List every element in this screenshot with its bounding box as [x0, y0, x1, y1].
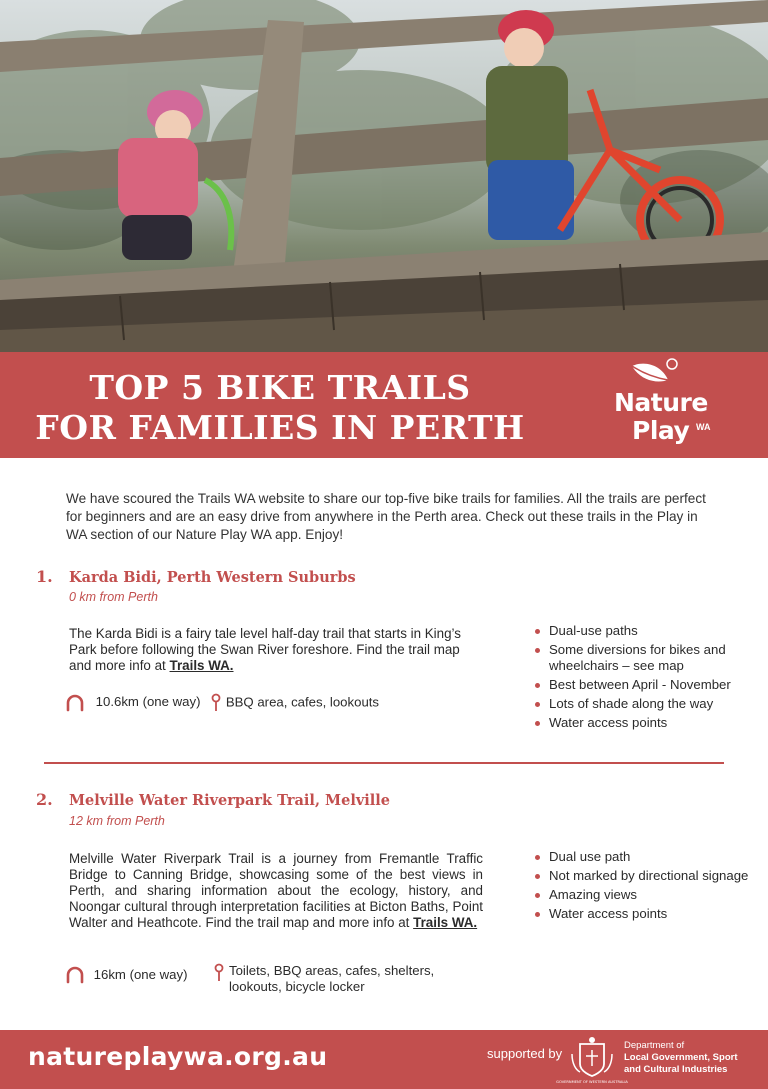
trail-1-description-text: The Karda Bidi is a fairy tale level half-day trail that starts in King’s Park before following the Swan River foreshore. Find the trail map and more info at — [69, 626, 461, 673]
trail-1-feature: Dual-use paths — [535, 623, 760, 639]
hero-photo — [0, 0, 768, 352]
trail-loop-icon — [64, 693, 86, 713]
department-name — [624, 1040, 764, 1076]
intro-text: We have scoured the Trails WA website to share our top-five bike trails for families. All the trails are perfect for beginners and are an easy drive from anywhere in the Perth area. Check out these trails in the Play in WA section of our Nature Play WA app. Enjoy! — [66, 491, 706, 542]
wa-government-crest-icon — [556, 1034, 628, 1086]
trail-1-trails-wa-link[interactable]: Trails WA. — [169, 658, 234, 673]
trail-2-facilities-block — [213, 963, 463, 995]
trail-1-distance: 0 km from Perth — [69, 590, 158, 604]
trail-2-features — [535, 849, 760, 925]
dept-line: and Cultural Industries — [624, 1064, 728, 1075]
crest-caption: GOVERNMENT OF WESTERN AUSTRALIA — [556, 1080, 628, 1084]
trail-2-distance: 12 km from Perth — [69, 814, 165, 828]
page-title-line2: FOR FAMILIES IN PERTH — [35, 408, 525, 447]
hero-illustration — [0, 0, 768, 352]
location-pin-icon — [210, 693, 222, 713]
page-title-line1: TOP 5 BIKE TRAILS — [89, 368, 471, 407]
trail-1-facts — [64, 693, 379, 713]
trail-1-feature: Water access points — [535, 715, 760, 731]
trail-1-feature: Best between April - November — [535, 677, 760, 693]
dept-line: Local Government, Sport — [624, 1052, 738, 1063]
logo-word-nature: Nature — [614, 388, 708, 417]
trail-2-description — [69, 851, 483, 931]
trail-1-description — [69, 626, 477, 674]
page-title — [20, 368, 540, 448]
trail-2-facts — [64, 965, 188, 985]
location-pin-icon — [213, 963, 225, 983]
trail-1-features — [535, 623, 760, 734]
trail-2-number: 2. — [36, 790, 53, 809]
section-divider — [44, 762, 724, 764]
trail-loop-icon — [64, 965, 86, 985]
website-link[interactable]: natureplaywa.org.au — [28, 1042, 328, 1071]
title-band — [0, 352, 768, 458]
trail-1-facilities: BBQ area, cafes, lookouts — [225, 694, 380, 710]
logo-word-play: Play — [632, 416, 690, 445]
trail-1-feature: Lots of shade along the way — [535, 696, 760, 712]
trail-1-feature: Some diversions for bikes and wheelchairs – see map — [535, 642, 760, 674]
trail-2-length: 16km (one way) — [93, 967, 188, 982]
trail-2-trails-wa-link[interactable]: Trails WA. — [413, 915, 478, 930]
supported-by-label: supported by — [487, 1046, 563, 1061]
trail-2-description-text: Melville Water Riverpark Trail is a journey from Fremantle Traffic Bridge to Canning Bridge, showcasing some of the best views in Perth, and sharing information about the ecology, history, and Noongar cultural through interpretation facilities at Bicton Baths, Point Walter and Heathcote. Find the trail map and more info at — [69, 851, 483, 930]
leaf-icon — [628, 358, 678, 392]
trail-1-name: Karda Bidi, Perth Western Suburbs — [69, 569, 356, 586]
trail-2-name: Melville Water Riverpark Trail, Melville — [69, 792, 390, 809]
footer — [0, 1030, 768, 1089]
trail-1-number: 1. — [36, 567, 53, 586]
logo-suffix: WA — [696, 422, 711, 432]
trail-2-feature: Water access points — [535, 906, 760, 922]
nature-play-logo — [600, 358, 730, 454]
dept-line: Department of — [624, 1040, 685, 1051]
trail-1-length: 10.6km (one way) — [95, 694, 201, 710]
trail-2-feature: Not marked by directional signage — [535, 868, 760, 884]
trail-2-feature: Dual use path — [535, 849, 760, 865]
trail-2-facilities: Toilets, BBQ areas, cafes, shelters, lookouts, bicycle locker — [229, 963, 435, 994]
trail-2-feature: Amazing views — [535, 887, 760, 903]
